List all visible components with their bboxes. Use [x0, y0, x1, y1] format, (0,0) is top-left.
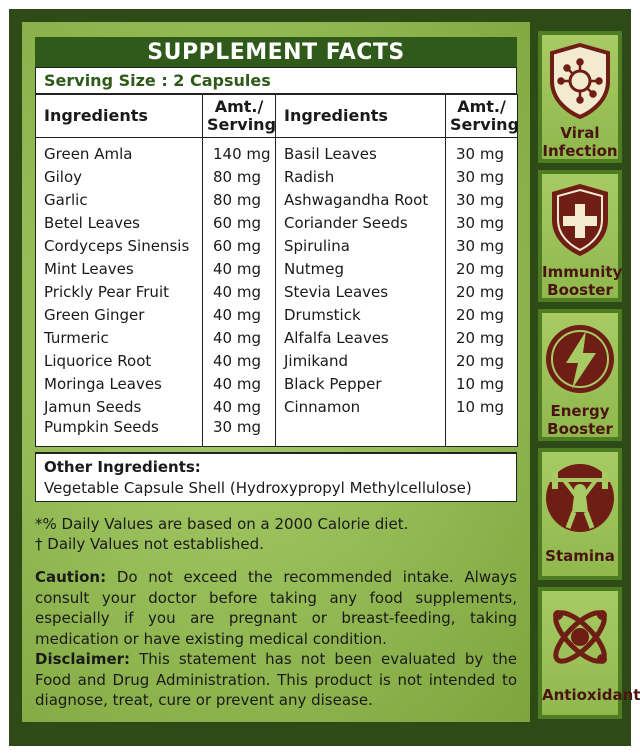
table-header-row — [36, 95, 518, 138]
table-row — [36, 165, 518, 188]
ingredient-name: Stevia Leaves — [276, 280, 446, 303]
badge-label: Energy — [550, 402, 610, 420]
ingredient-amount: 30 mg — [446, 188, 518, 211]
ingredient-name: Coriander Seeds — [276, 211, 446, 234]
ingredient-name: Green Ginger — [36, 303, 203, 326]
badge-viral-infection — [538, 31, 622, 163]
badge-label: Infection — [542, 142, 618, 160]
ingredient-amount: 40 mg — [203, 349, 276, 372]
table-row — [36, 349, 518, 372]
table-row — [36, 211, 518, 234]
ingredient-amount: 80 mg — [203, 165, 276, 188]
caution-body: Do not exceed the recommended intake. Always consult your doctor before taking any food supplements, especially if you are pregnant or breast-feeding, taking medication or have existing medical condition. — [35, 568, 517, 648]
badge-label: Booster — [547, 420, 613, 438]
table-row — [36, 257, 518, 280]
ingredient-name: Cordyceps Sinensis — [36, 234, 203, 257]
ingredient-amount: 20 mg — [446, 326, 518, 349]
table-row — [36, 303, 518, 326]
badge-label: Stamina — [545, 547, 615, 565]
ingredient-name: Ashwagandha Root — [276, 188, 446, 211]
badge-energy-booster — [538, 309, 622, 441]
caution-label: Caution: — [35, 568, 107, 586]
badge-immunity-booster — [538, 170, 622, 302]
ingredient-amount: 30 mg — [203, 418, 276, 447]
disclaimer-text — [35, 649, 517, 711]
ingredient-name — [276, 418, 446, 447]
ingredient-name: Jamun Seeds — [36, 395, 203, 418]
ingredient-name: Spirulina — [276, 234, 446, 257]
ingredient-amount: 20 mg — [446, 349, 518, 372]
other-ingredients-text: Vegetable Capsule Shell (Hydroxypropyl Methylcellulose) — [44, 479, 472, 497]
ingredient-name: Mint Leaves — [36, 257, 203, 280]
ingredient-amount: 30 mg — [446, 234, 518, 257]
table-row — [36, 138, 518, 166]
table-row — [36, 280, 518, 303]
ingredient-amount — [446, 418, 518, 447]
ingredient-amount: 40 mg — [203, 303, 276, 326]
daily-value-note: *% Daily Values are based on a 2000 Calorie diet. — [35, 515, 409, 533]
ingredient-amount: 10 mg — [446, 372, 518, 395]
disclaimer-body: This statement has not been evaluated by the Food and Drug Administration. This product is not intended to diagnose, treat, cure or prevent any disease. — [35, 650, 517, 709]
ingredient-amount: 60 mg — [203, 211, 276, 234]
ingredient-amount: 30 mg — [446, 138, 518, 166]
badge-label: Antioxidant — [542, 686, 640, 704]
ingredient-name: Liquorice Root — [36, 349, 203, 372]
ingredient-name: Drumstick — [276, 303, 446, 326]
ingredient-name: Prickly Pear Fruit — [36, 280, 203, 303]
ingredient-amount: 40 mg — [203, 280, 276, 303]
ingredient-name: Pumpkin Seeds — [36, 418, 203, 447]
ingredient-amount: 40 mg — [203, 326, 276, 349]
ingredient-amount: 30 mg — [446, 165, 518, 188]
ingredients-header: Ingredients — [36, 95, 203, 138]
ingredient-amount: 40 mg — [203, 257, 276, 280]
ingredient-name: Alfalfa Leaves — [276, 326, 446, 349]
ingredient-amount: 10 mg — [446, 395, 518, 418]
ingredient-name: Garlic — [36, 188, 203, 211]
ingredient-name: Radish — [276, 165, 446, 188]
ingredient-name: Betel Leaves — [36, 211, 203, 234]
warnings — [35, 567, 517, 711]
other-ingredients — [35, 452, 517, 502]
caution-text — [35, 567, 517, 649]
ingredient-name: Black Pepper — [276, 372, 446, 395]
atom-icon — [542, 597, 618, 677]
ingredient-name: Jimikand — [276, 349, 446, 372]
ingredient-name: Basil Leaves — [276, 138, 446, 166]
other-ingredients-label: Other Ingredients: — [44, 458, 201, 476]
ingredient-amount: 20 mg — [446, 303, 518, 326]
badge-label: Viral — [560, 124, 600, 142]
ingredient-name: Nutmeg — [276, 257, 446, 280]
table-row — [36, 234, 518, 257]
panel-title: SUPPLEMENT FACTS — [35, 37, 517, 67]
table-row — [36, 395, 518, 418]
ingredient-amount: 140 mg — [203, 138, 276, 166]
badge-stamina — [538, 448, 622, 580]
ingredient-amount: 80 mg — [203, 188, 276, 211]
disclaimer-label: Disclaimer: — [35, 650, 131, 668]
ingredient-name: Green Amla — [36, 138, 203, 166]
cross-shield-icon — [542, 180, 618, 260]
amount-header: Amt./ Serving — [446, 95, 518, 138]
amount-header: Amt./ Serving — [203, 95, 276, 138]
badge-antioxidant — [538, 587, 640, 719]
ingredient-amount: 30 mg — [446, 211, 518, 234]
virus-shield-icon — [542, 41, 618, 121]
lightning-icon — [542, 319, 618, 399]
table-row — [36, 326, 518, 349]
ingredient-amount: 20 mg — [446, 280, 518, 303]
badge-label: Booster — [547, 281, 613, 299]
table-row — [36, 188, 518, 211]
daily-value-notes — [35, 514, 517, 554]
ingredients-table — [35, 94, 518, 447]
badge-label: Immunity — [542, 263, 623, 281]
table-row — [36, 418, 518, 447]
ingredient-name: Moringa Leaves — [36, 372, 203, 395]
ingredient-name: Giloy — [36, 165, 203, 188]
ingredient-name: Turmeric — [36, 326, 203, 349]
weightlifter-icon — [542, 458, 618, 538]
serving-size: Serving Size : 2 Capsules — [35, 67, 517, 94]
ingredient-amount: 60 mg — [203, 234, 276, 257]
ingredient-amount: 20 mg — [446, 257, 518, 280]
ingredient-name: Cinnamon — [276, 395, 446, 418]
ingredients-header: Ingredients — [276, 95, 446, 138]
ingredient-amount: 40 mg — [203, 372, 276, 395]
table-row — [36, 372, 518, 395]
ingredient-amount: 40 mg — [203, 395, 276, 418]
daily-value-note: † Daily Values not established. — [35, 535, 264, 553]
